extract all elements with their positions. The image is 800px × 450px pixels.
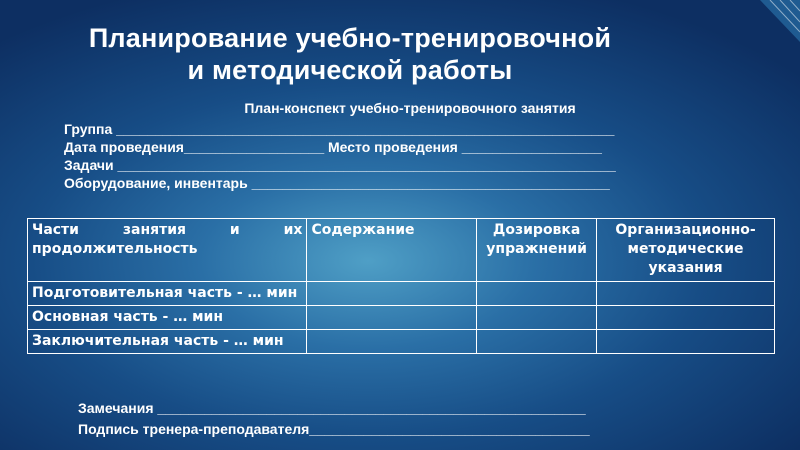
row-guidance-cell <box>597 282 775 306</box>
header-dosage: Дозировка упражнений <box>477 219 597 282</box>
table-row <box>28 306 775 330</box>
slide-title-line-2: и методической работы <box>187 55 513 85</box>
row-dosage-cell <box>477 330 597 354</box>
header-content: Содержание <box>307 219 477 282</box>
table-row <box>28 330 775 354</box>
signature-field: Подпись тренера-преподавателя____________________________________ <box>78 421 590 437</box>
date-place-field: Дата проведения__________________ Место проведения __________________ <box>64 139 602 155</box>
row-dosage-cell <box>477 306 597 330</box>
table-row <box>28 282 775 306</box>
plan-subheading: План-конспект учебно-тренировочного занятия <box>244 100 576 116</box>
plan-form-fields <box>64 120 734 192</box>
lesson-plan-table <box>27 218 775 354</box>
group-field: Группа ________________________________________________________________ <box>64 121 615 137</box>
table-header-row <box>28 219 775 282</box>
row-content-cell <box>307 330 477 354</box>
equipment-field: Оборудование, инвентарь ______________________________________________ <box>64 175 610 191</box>
row-guidance-cell <box>597 306 775 330</box>
slide-title <box>0 22 700 86</box>
row-guidance-cell <box>597 330 775 354</box>
row-dosage-cell <box>477 282 597 306</box>
row-part-label: Подготовительная часть - … мин <box>28 282 307 306</box>
plan-footer <box>78 398 698 440</box>
row-part-label: Заключительная часть - … мин <box>28 330 307 354</box>
tasks-field: Задачи ________________________________________________________________ <box>64 157 616 173</box>
row-content-cell <box>307 282 477 306</box>
row-content-cell <box>307 306 477 330</box>
row-part-label: Основная часть - … мин <box>28 306 307 330</box>
remarks-field: Замечания _______________________________________________________ <box>78 400 586 416</box>
slide-title-line-1: Планирование учебно-тренировочной <box>88 23 612 53</box>
header-parts: Части занятия и их продолжительность <box>28 219 307 282</box>
header-guidance: Организационно-методические указания <box>597 219 775 282</box>
corner-stripes-icon <box>760 0 800 42</box>
